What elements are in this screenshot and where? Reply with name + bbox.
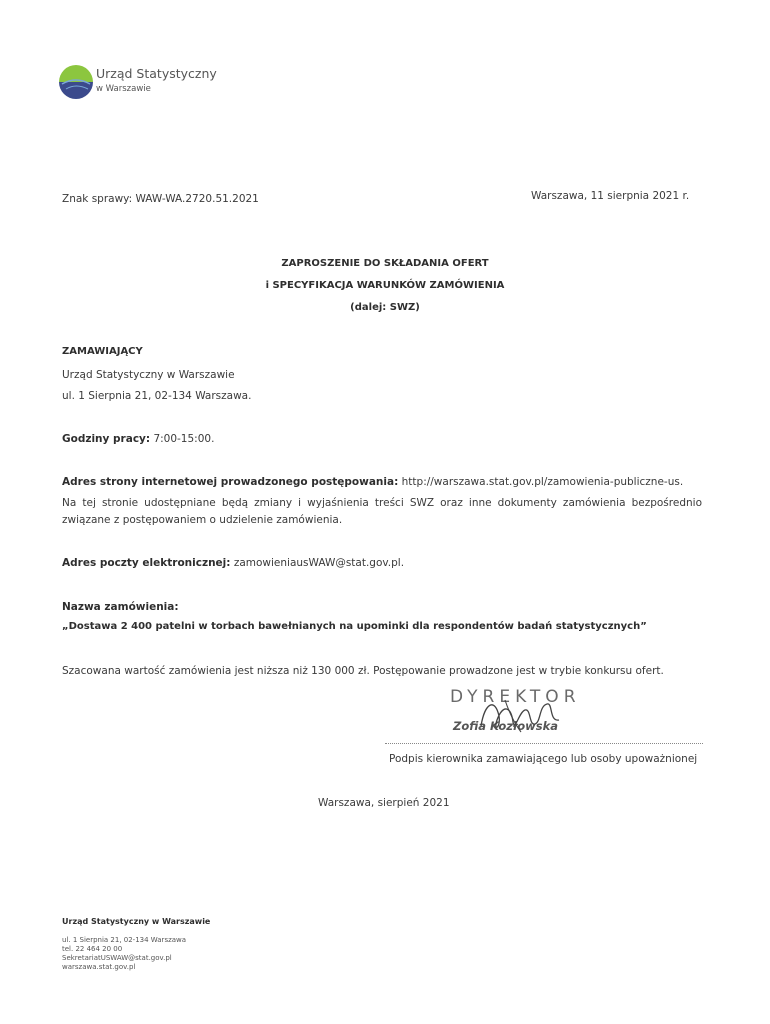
footer-org: Urząd Statystyczny w Warszawie	[62, 917, 211, 926]
estimated-value: Szacowana wartość zamówienia jest niższa niż 130 000 zł. Postępowanie prowadzone jest w trybie konkursu ofert.	[62, 665, 664, 677]
working-hours	[62, 433, 214, 445]
signature-icon	[475, 692, 565, 738]
footer-phone: tel. 22 464 20 00	[62, 945, 123, 953]
orderer-heading: ZAMAWIAJĄCY	[62, 346, 143, 357]
document-date: Warszawa, 11 sierpnia 2021 r.	[531, 190, 690, 202]
orderer-address: ul. 1 Sierpnia 21, 02-134 Warszawa.	[62, 390, 252, 402]
logo-name: Urząd Statystyczny	[96, 66, 217, 81]
website-note: Na tej stronie udostępniane będą zmiany i wyjaśnienia treści SWZ oraz inne dokumenty zamówienia bezpośrednio związane z postępowaniem o udzielenie zamówienia.	[62, 497, 702, 526]
email-row	[62, 557, 404, 569]
logo-subtitle: w Warszawie	[96, 84, 151, 94]
footer-address: ul. 1 Sierpnia 21, 02-134 Warszawa	[62, 936, 187, 944]
email-label: Adres poczty elektronicznej:	[62, 557, 231, 569]
footer-contact	[62, 936, 186, 972]
signature-caption: Podpis kierownika zamawiającego lub osoby upoważnionej	[389, 753, 698, 765]
order-label: Nazwa zamówienia:	[62, 601, 179, 613]
working-hours-value: 7:00-15:00.	[153, 433, 215, 445]
place-date: Warszawa, sierpień 2021	[318, 797, 450, 809]
orderer-name: Urząd Statystyczny w Warszawie	[62, 369, 235, 381]
email-link[interactable]: zamowieniausWAW@stat.gov.pl.	[233, 557, 405, 569]
stamp-name: Zofia Kozłowska	[453, 719, 559, 733]
title-line-1: ZAPROSZENIE DO SKŁADANIA OFERT	[281, 258, 489, 269]
website-link[interactable]: http://warszawa.stat.gov.pl/zamowienia-publiczne-us.	[401, 476, 684, 488]
title-line-2: i SPECYFIKACJA WARUNKÓW ZAMÓWIENIA	[265, 280, 505, 291]
working-hours-label: Godziny pracy:	[62, 433, 151, 445]
logo-icon	[58, 62, 94, 102]
stamp-title: DYREKTOR	[450, 687, 581, 707]
website-label: Adres strony internetowej prowadzonego postępowania:	[62, 476, 399, 488]
footer-email[interactable]: SekretariatUSWAW@stat.gov.pl	[62, 954, 172, 962]
reference-number: Znak sprawy: WAW-WA.2720.51.2021	[62, 193, 259, 205]
website-row	[62, 476, 683, 488]
footer-web[interactable]: warszawa.stat.gov.pl	[62, 963, 136, 971]
order-name: „Dostawa 2 400 patelni w torbach bawełnianych na upominki dla respondentów badań statystycznych”	[62, 621, 647, 632]
title-line-3: (dalej: SWZ)	[350, 302, 420, 313]
signature-line	[385, 743, 703, 744]
